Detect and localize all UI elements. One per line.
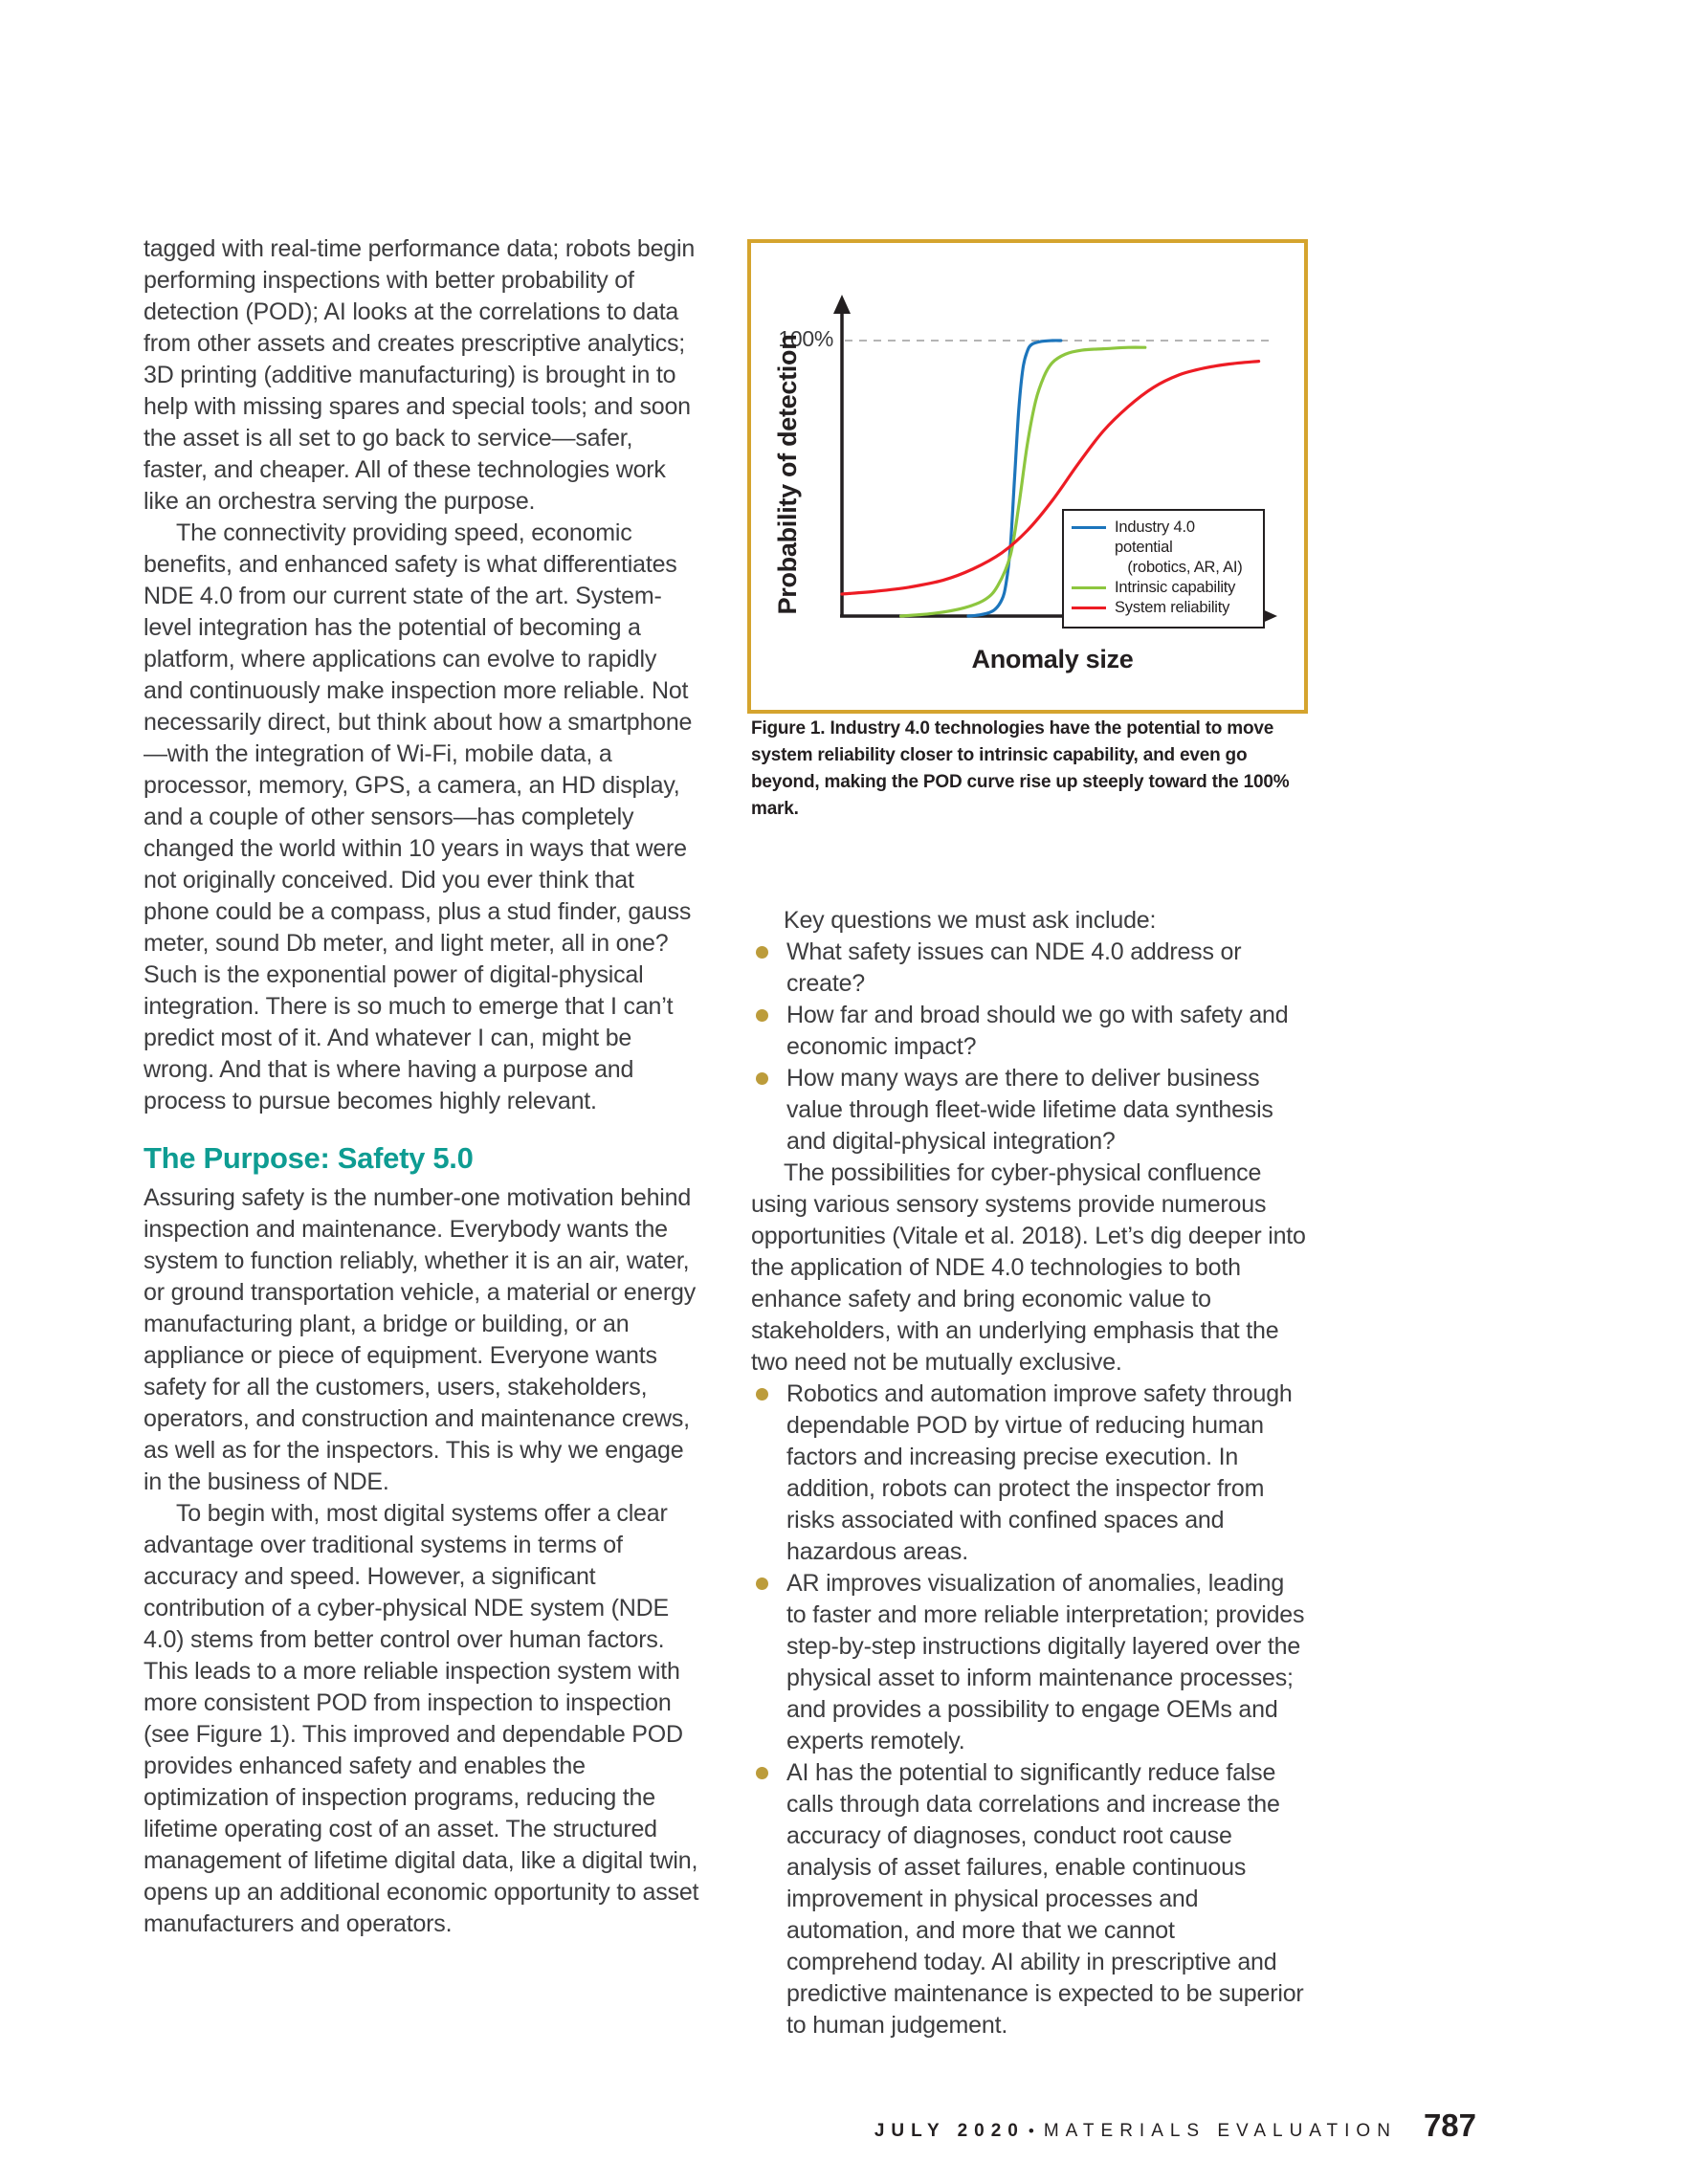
footer-bullet-separator: • [1028, 2122, 1034, 2140]
legend-label-line1: Industry 4.0 potential [1115, 518, 1195, 556]
x-axis-label: Anomaly size [971, 645, 1134, 673]
ytick-100-percent: 100% [778, 326, 833, 351]
bullet-list-technologies [751, 1379, 1308, 2041]
legend-label-line2: (robotics, AR, AI) [1127, 559, 1243, 576]
paragraph: To begin with, most digital systems offer a clear advantage over traditional systems in terms of accuracy and speed. However, a significant contribution of a cyber-physical NDE system (NDE 4.0) stems from better control over human factors. This leads to a more reliable inspection system with more consistent POD from inspection to inspection (see Figure 1). This improved and dependable POD provides enhanced safety and enables the optimization of inspection programs, reducing the lifetime operating cost of an asset. The structured management of lifetime digital data, like a digital twin, opens up an additional economic opportunity to asset manufacturers and operators. [144, 1500, 699, 1937]
page-number: 787 [1423, 2107, 1476, 2143]
paragraph: Key questions we must ask include: [784, 907, 1157, 934]
bullet-item: How far and broad should we go with safety and economic impact? [751, 1000, 1308, 1063]
legend-label [1115, 518, 1255, 578]
legend-line-sample-red [1072, 607, 1106, 609]
page-footer [874, 2107, 1476, 2144]
legend-label: Intrinsic capability [1115, 579, 1236, 596]
bullet-item: Robotics and automation improve safety through dependable POD by virtue of reducing human factors and increasing precise execution. In addition, robots can protect the inspector from risks associated with confined spaces and hazardous areas. [751, 1379, 1308, 1568]
bullet-item: AI has the potential to significantly reduce false calls through data correlations and increase the accuracy of diagnoses, conduct root cause analysis of asset failures, enable continuous improvement in physical processes and automation, and more that we cannot comprehend today. AI ability in prescriptive and predictive maintenance is expected to be superior to human judgement. [751, 1757, 1308, 2041]
pod-chart [751, 243, 1304, 710]
legend-line-sample-green [1072, 586, 1106, 589]
footer-issue-date: JULY 2020 [874, 2121, 1025, 2141]
bullet-item: How many ways are there to deliver business value through fleet-wide lifetime data synthesis and digital-physical integration? [751, 1063, 1308, 1158]
figure-1-caption: Figure 1. Industry 4.0 technologies have the potential to move system reliability closer to intrinsic capability, and even go beyond, making the POD curve rise up steeply toward the 100% mark. [751, 718, 1290, 819]
curve-industry40 [968, 341, 1061, 616]
bullet-item: What safety issues can NDE 4.0 address or create? [751, 937, 1308, 1000]
section-heading-purpose-safety: The Purpose: Safety 5.0 [144, 1141, 474, 1175]
bullet-list-key-questions [751, 937, 1308, 1158]
figure-1-box [747, 239, 1308, 714]
legend-label: System reliability [1115, 599, 1230, 616]
legend-row-industry40 [1072, 518, 1255, 578]
chart-legend [1062, 509, 1265, 629]
paragraph: The possibilities for cyber-physical confluence using various sensory systems provide numerous opportunities (Vitale et al. 2018). Let’s dig deeper into the application of NDE 4.0 technologies to both enhance safety and bring economic value to stakeholders, with an underlying emphasis that the two need not be mutually exclusive. [751, 1159, 1306, 1376]
right-column [751, 905, 1308, 2041]
left-column [144, 233, 700, 1940]
paragraph: Assuring safety is the number-one motivation behind inspection and maintenance. Everybody wants the system to function reliably, whether it is an air, water, or ground transportation vehicle, a material or energy manufacturing plant, a bridge or building, or an appliance or piece of equipment. Everyone wants safety for all the customers, users, stakeholders, operators, and construction and maintenance crews, as well as for the inspectors. This is why we engage in the business of NDE. [144, 1184, 697, 1495]
footer-magazine-title: MATERIALS EVALUATION [1043, 2121, 1397, 2141]
bullet-item: AR improves visualization of anomalies, leading to faster and more reliable interpretation; provides step-by-step instructions digitally layered over the physical asset to inform maintenance processes; and provides a possibility to engage OEMs and experts remotely. [751, 1568, 1308, 1757]
paragraph: tagged with real-time performance data; robots begin performing inspections with better probability of detection (POD); AI looks at the correlations to data from other assets and creates prescriptive analytics; 3D printing (additive manufacturing) is brought in to help with missing spares and special tools; and soon the asset is all set to go back to service—safer, faster, and cheaper. All of these technologies work like an orchestra serving the purpose. [144, 235, 696, 515]
paragraph: The connectivity providing speed, economic benefits, and enhanced safety is what differentiates NDE 4.0 from our current state of the art. System-level integration has the potential of becoming a platform, where applications can evolve to rapidly and continuously make inspection more reliable. Not necessarily direct, but think about how a smartphone—with the integration of Wi-Fi, mobile data, a processor, memory, GPS, a camera, an HD display, and a couple of other sensors—has completely changed the world within 10 years in ways that were not originally conceived. Did you ever think that phone could be a compass, plus a stud finder, gauss meter, sound Db meter, and light meter, all in one? Such is the exponential power of digital-physical integration. There is so much to emerge that I can’t predict most of it. And whatever I can, might be wrong. And that is where having a purpose and process to pursue becomes highly relevant. [144, 519, 693, 1114]
legend-row-system [1072, 598, 1255, 618]
y-axis-label: Probability of detection [773, 334, 802, 615]
legend-row-intrinsic [1072, 578, 1255, 598]
pod-chart-svg [751, 243, 1304, 710]
legend-line-sample-blue [1072, 526, 1106, 529]
y-axis-arrow [833, 295, 851, 314]
